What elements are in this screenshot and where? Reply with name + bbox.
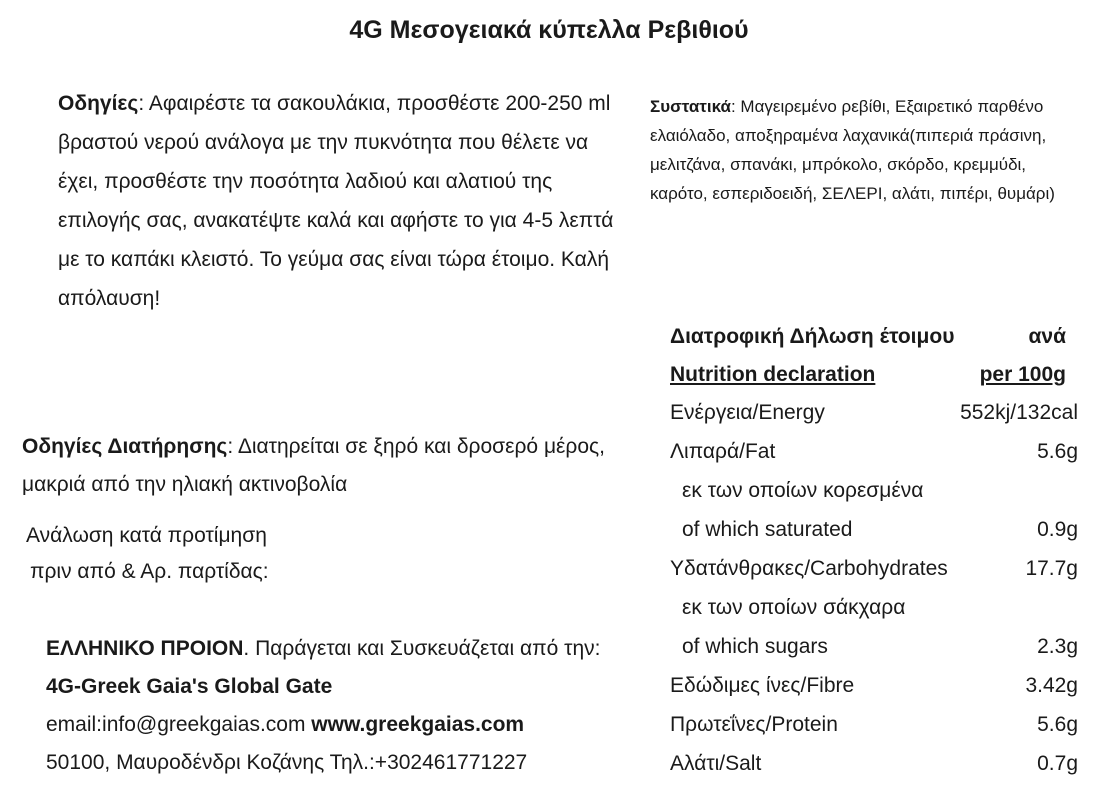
nutrition-table — [670, 393, 1078, 783]
storage-block — [22, 428, 622, 504]
nutrient-name: Πρωτεΐνες/Protein — [670, 713, 838, 736]
instructions-block — [58, 84, 618, 318]
nutrition-header-gr: Διατροφική Δήλωση έτοιμου — [670, 325, 955, 348]
nutrient-name: of which saturated — [682, 518, 853, 541]
nutrient-name: Ενέργεια/Energy — [670, 401, 825, 424]
website-link[interactable]: www.greekgaias.com — [311, 713, 525, 736]
nutrition-header-gr-per: ανά — [1028, 325, 1066, 348]
nutrient-name: Υδατάνθρακες/Carbohydrates — [670, 557, 948, 580]
nutrition-row-sugars-gr — [670, 588, 1078, 627]
ingredients-label: Συστατικά — [650, 97, 731, 116]
nutrient-value: 5.6g — [1037, 440, 1078, 463]
nutrition-row-fibre — [670, 666, 1078, 705]
nutrient-value: 0.7g — [1037, 752, 1078, 775]
nutrient-name: Εδώδιμες ίνες/Fibre — [670, 674, 855, 697]
origin-block — [46, 630, 646, 782]
ingredients-text: : Μαγειρεμένο ρεβίθι, Εξαιρετικό παρθένο ελαιόλαδο, αποξηραμένα λαχανικά(πιπεριά πράσινη, μελιτζάνα, σπανάκι, μπρόκολο, σκόρδο, κρεμμύδι, καρότο, εσπεριδοειδή, ΣΕΛΕΡΙ, αλάτι, πιπέρι, θυμάρι) — [650, 97, 1055, 203]
storage-label: Οδηγίες Διατήρησης — [22, 435, 228, 458]
nutrition-row-sugars — [670, 627, 1078, 666]
storage-text: : Διατηρείται σε ξηρό και δροσερό μέρος, μακριά από την ηλιακή ακτινοβολία — [22, 435, 605, 496]
nutrition-row-carbohydrates — [670, 549, 1078, 588]
nutrient-name: Λιπαρά/Fat — [670, 440, 776, 463]
nutrition-row-protein — [670, 705, 1078, 744]
nutrition-row-saturated — [670, 510, 1078, 549]
nutrient-value: 552kj/132cal — [960, 401, 1078, 424]
nutrition-row-fat — [670, 432, 1078, 471]
nutrition-header — [670, 318, 1066, 394]
best-before-line1: Ανάλωση κατά προτίμηση — [26, 524, 267, 547]
nutrition-row-energy — [670, 393, 1078, 432]
origin-label: ΕΛΛΗΝΙΚΟ ΠΡΟΙΟΝ — [46, 637, 244, 660]
email-prefix: email: — [46, 713, 103, 736]
instructions-text: : Αφαιρέστε τα σακουλάκια, προσθέστε 200-250 ml βραστού νερού ανάλογα με την πυκνότητα που θέλετε να έχει, προσθέστε την ποσότητα λαδιού και αλατιού της επιλογής σας, ανακατέψτε καλά και αφήστε το για 4-5 λεπτά με το καπάκι κλειστό. Το γεύμα σας είναι τώρα έτοιμο. Καλή απόλαυση! — [58, 92, 614, 310]
origin-text: . Παράγεται και Συσκευάζεται από την: — [243, 637, 601, 660]
nutrition-row-salt — [670, 744, 1078, 783]
nutrient-value: 2.3g — [1037, 635, 1078, 658]
address: 50100, Μαυροδένδρι Κοζάνης Τηλ.:+302461771227 — [46, 751, 528, 774]
nutrient-name: of which sugars — [682, 635, 828, 658]
nutrient-value: 17.7g — [1025, 557, 1078, 580]
instructions-label: Οδηγίες — [58, 92, 139, 115]
label-title: 4G Μεσογειακά κύπελλα Ρεβιθιού — [349, 16, 749, 44]
nutrient-name: εκ των οποίων σάκχαρα — [682, 596, 906, 619]
nutrient-value: 0.9g — [1037, 518, 1078, 541]
ingredients-block — [650, 92, 1070, 208]
nutrient-value: 3.42g — [1025, 674, 1078, 697]
best-before-line2: πριν από & Αρ. παρτίδας: — [30, 560, 269, 583]
email-link[interactable]: info@greekgaias.com — [102, 713, 306, 736]
best-before-block — [26, 518, 446, 590]
nutrient-name: εκ των οποίων κορεσμένα — [682, 479, 924, 502]
nutrition-header-en: Nutrition declaration — [670, 363, 876, 386]
nutrient-value: 5.6g — [1037, 713, 1078, 736]
company-name: 4G-Greek Gaia's Global Gate — [46, 675, 333, 698]
nutrition-header-en-per: per 100g — [979, 363, 1066, 386]
nutrition-row-saturated-gr — [670, 471, 1078, 510]
nutrient-name: Αλάτι/Salt — [670, 752, 762, 775]
